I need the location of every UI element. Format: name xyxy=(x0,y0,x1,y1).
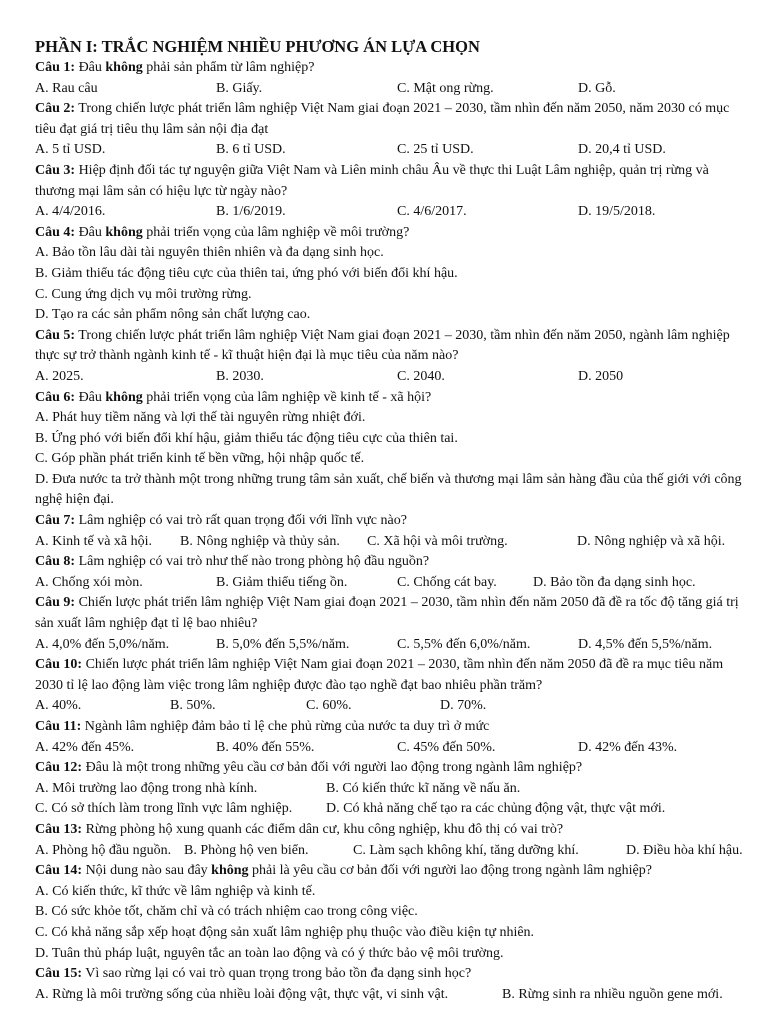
answer-option-B[interactable]: B. Giảm thiểu tác động tiêu cực của thiên tai, ứng phó với biến đổi khí hậu. xyxy=(35,265,458,281)
question-4 xyxy=(35,223,748,326)
answer-option-C[interactable]: C. Góp phần phát triển kinh tế bền vững, hội nhập quốc tế. xyxy=(35,451,365,467)
question-label: Câu 3: xyxy=(35,162,76,178)
answer-option-B[interactable]: B. Phòng hộ ven biển. xyxy=(184,842,309,858)
answer-option-A[interactable]: A. Phòng hộ đầu nguồn. xyxy=(35,842,172,858)
section-title: PHẦN I: TRẮC NGHIỆM NHIỀU PHƯƠNG ÁN LỰA CHỌN xyxy=(35,37,480,56)
question-text: Trong chiến lược phát triển lâm nghiệp Việt Nam giai đoạn 2021 – 2030, tầm nhìn đến năm 2050, năm 2030 có mục tiêu đạt giá trị tiêu thụ lâm sản nội địa đạt xyxy=(35,101,730,137)
question-label: Câu 13: xyxy=(35,821,83,837)
question-text: Đâu xyxy=(75,60,106,75)
question-stem xyxy=(35,964,748,985)
answer-option-A[interactable]: A. Rừng là môi trường sống của nhiều loài động vật, thực vật, vi sinh vật. xyxy=(35,986,449,1002)
answer-option-A[interactable]: A. Bảo tồn lâu dài tài nguyên thiên nhiên và đa dạng sinh học. xyxy=(35,245,384,261)
question-stem xyxy=(35,717,748,738)
answer-option-C[interactable]: C. Chống cát bay. xyxy=(397,574,497,590)
answer-option-B[interactable]: B. 40% đến 55%. xyxy=(216,739,315,755)
answer-option-A[interactable]: A. 5 tỉ USD. xyxy=(35,142,106,158)
question-label: Câu 4: xyxy=(35,224,76,240)
answer-option-B[interactable]: B. 50%. xyxy=(170,698,216,714)
question-1 xyxy=(35,58,748,99)
answer-option-D[interactable]: D. 2050 xyxy=(578,368,624,384)
question-label: Câu 11: xyxy=(35,719,82,734)
question-label: Câu 15: xyxy=(35,966,83,982)
question-10 xyxy=(35,655,748,717)
question-15 xyxy=(35,964,748,1005)
answer-options xyxy=(35,738,748,759)
answer-option-B[interactable]: B. Có kiến thức kĩ năng về nấu ăn. xyxy=(326,780,521,796)
answer-option-C[interactable]: C. 45% đến 50%. xyxy=(397,739,496,755)
answer-options xyxy=(35,202,748,223)
question-text-end: phải là yêu cầu cơ bản đối với người lao động trong ngành lâm nghiệp? xyxy=(248,863,652,879)
answer-option-B[interactable]: B. 5,0% đến 5,5%/năm. xyxy=(216,636,350,652)
question-label: Câu 9: xyxy=(35,595,76,611)
answer-option-D[interactable]: D. 20,4 tỉ USD. xyxy=(578,142,666,158)
answer-option-D[interactable]: D. 4,5% đến 5,5%/năm. xyxy=(578,636,713,652)
answer-options-row xyxy=(35,799,748,820)
question-stem xyxy=(35,326,748,367)
question-9 xyxy=(35,593,748,655)
question-label: Câu 7: xyxy=(35,513,76,529)
question-text-end: phải sản phẩm từ lâm nghiệp? xyxy=(142,60,315,75)
answer-option-C[interactable]: C. 25 tỉ USD. xyxy=(397,142,474,158)
answer-option-C[interactable]: C. 60%. xyxy=(306,698,352,714)
question-12 xyxy=(35,758,748,820)
answer-option-A[interactable]: A. 4/4/2016. xyxy=(35,204,106,220)
answer-option-D[interactable]: D. 70%. xyxy=(440,698,487,714)
answer-options xyxy=(35,635,748,656)
answer-option-A[interactable]: A. Chống xói mòn. xyxy=(35,574,143,590)
question-stem xyxy=(35,861,748,882)
answer-option-C[interactable]: C. Có sở thích làm trong lĩnh vực lâm nghiệp. xyxy=(35,801,293,817)
answer-option-C[interactable]: C. Mật ong rừng. xyxy=(397,80,494,96)
answer-options-row xyxy=(35,779,748,800)
question-text: Chiến lược phát triển lâm nghiệp Việt Nam giai đoạn 2021 – 2030, tầm nhìn đến năm 2050 đã đề ra tốc độ tăng giá trị sản xuất lâm nghiệp đạt tỉ lệ bao nhiêu? xyxy=(35,595,739,632)
question-stem xyxy=(35,758,748,779)
question-stem xyxy=(35,58,748,79)
answer-option-A[interactable]: A. 40%. xyxy=(35,698,82,714)
question-text: Vì sao rừng lại có vai trò quan trọng trong bảo tồn đa dạng sinh học? xyxy=(82,966,472,982)
question-label: Câu 10: xyxy=(35,657,83,673)
answer-option-D[interactable]: D. Nông nghiệp và xã hội. xyxy=(577,533,726,549)
question-2 xyxy=(35,99,748,161)
answer-option-D[interactable]: D. Gỗ. xyxy=(578,80,616,96)
question-text: Hiệp định đối tác tự nguyện giữa Việt Nam và Liên minh châu Âu về thực thi Luật Lâm nghiệp, quản trị rừng và thương mại lâm sản có hiệu lực từ ngày nào? xyxy=(35,162,709,199)
question-stem xyxy=(35,655,748,696)
question-text: Lâm nghiệp có vai trò như thế nào trong phòng hộ đầu nguồn? xyxy=(75,554,430,570)
answer-option-A[interactable]: A. Môi trường lao động trong nhà kính. xyxy=(35,780,258,796)
question-14 xyxy=(35,861,748,964)
answer-option-C[interactable]: C. Có khả năng sắp xếp hoạt động sản xuất lâm nghiệp phụ thuộc vào điều kiện tự nhiên. xyxy=(35,924,535,940)
question-stem xyxy=(35,552,748,573)
question-stem xyxy=(35,820,748,841)
answer-option-D[interactable]: D. Đưa nước ta trở thành một trong những trung tâm sản xuất, chế biến và thương mại lâm sản hàng đầu của thế giới với công nghệ hiện đại. xyxy=(35,471,742,508)
answer-option-B[interactable]: B. Rừng sinh ra nhiều nguồn gene mới. xyxy=(502,986,723,1002)
question-label: Câu 1: xyxy=(35,60,76,75)
answer-option-C[interactable]: C. 2040. xyxy=(397,368,445,384)
question-3 xyxy=(35,161,748,223)
question-emphasis: không xyxy=(105,224,143,240)
answer-options xyxy=(35,985,748,1006)
answer-option-D[interactable]: D. Tuân thủ pháp luật, nguyên tắc an toàn lao động và có ý thức bảo vệ môi trường. xyxy=(35,945,504,961)
question-emphasis: không xyxy=(211,863,249,879)
question-text: Nội dung nào sau đây xyxy=(82,863,212,879)
answer-option-A[interactable]: A. Rau câu xyxy=(35,80,98,96)
question-text: Đâu xyxy=(75,389,106,405)
answer-option-A[interactable]: A. Kinh tế và xã hội. xyxy=(35,533,153,549)
question-text: Đâu xyxy=(75,224,106,240)
question-stem xyxy=(35,511,748,532)
answer-option-D[interactable]: D. Có khả năng chế tạo ra các chủng động vật, thực vật mới. xyxy=(326,801,666,817)
answer-option-D[interactable]: D. 42% đến 43%. xyxy=(578,739,678,755)
answer-options xyxy=(35,573,748,594)
question-emphasis: không xyxy=(105,389,143,405)
question-stem xyxy=(35,99,748,140)
answer-option-C[interactable]: C. 5,5% đến 6,0%/năm. xyxy=(397,636,531,652)
question-label: Câu 6: xyxy=(35,389,76,405)
answer-option-B[interactable]: B. 1/6/2019. xyxy=(216,204,286,220)
question-text: Lâm nghiệp có vai trò rất quan trọng đối với lĩnh vực nào? xyxy=(75,513,407,529)
question-8 xyxy=(35,552,748,593)
question-text: Rừng phòng hộ xung quanh các điểm dân cư, khu công nghiệp, khu đô thị có vai trò? xyxy=(82,821,564,837)
question-list xyxy=(35,58,748,1005)
question-5 xyxy=(35,326,748,388)
answer-option-C[interactable]: C. Cung ứng dịch vụ môi trường rừng. xyxy=(35,286,252,302)
answer-option-C[interactable]: C. 4/6/2017. xyxy=(397,204,467,220)
answer-options xyxy=(35,532,748,553)
question-label: Câu 5: xyxy=(35,327,76,343)
answer-option-D[interactable]: D. 19/5/2018. xyxy=(578,204,656,220)
answer-options xyxy=(35,367,748,388)
answer-options xyxy=(35,140,748,161)
question-13 xyxy=(35,820,748,861)
question-label: Câu 2: xyxy=(35,101,76,117)
answer-option-B[interactable]: B. Ứng phó với biến đổi khí hậu, giảm thiểu tác động tiêu cực của thiên tai. xyxy=(35,430,458,446)
answer-option-A[interactable]: A. Phát huy tiềm năng và lợi thế tài nguyên rừng nhiệt đới. xyxy=(35,410,366,426)
answer-options xyxy=(35,696,748,717)
question-text: Trong chiến lược phát triển lâm nghiệp Việt Nam giai đoạn 2021 – 2030, tầm nhìn đến năm 2050, ngành lâm nghiệp thực sự trở thành ngành kinh tế - kĩ thuật hiện đại là mục tiêu của năm nào? xyxy=(35,327,730,364)
question-label: Câu 14: xyxy=(35,863,83,879)
question-text-end: phải triển vọng của lâm nghiệp về kinh tế - xã hội? xyxy=(142,389,432,405)
answer-options xyxy=(35,841,748,862)
question-text: Đâu là một trong những yêu cầu cơ bản đối với người lao động trong ngành lâm nghiệp? xyxy=(82,760,583,776)
question-text: Chiến lược phát triển lâm nghiệp Việt Nam giai đoạn 2021 – 2030, tầm nhìn đến năm 2050 đã đề ra mục tiêu năm 2030 tỉ lệ lao động làm việc trong lâm nghiệp được đào tạo nghề đạt bao nhiêu phần trăm? xyxy=(35,657,724,693)
question-stem xyxy=(35,161,748,202)
answer-option-A[interactable]: A. 42% đến 45%. xyxy=(35,739,135,755)
question-11 xyxy=(35,717,748,758)
answer-option-B[interactable]: B. Nông nghiệp và thủy sản. xyxy=(180,533,340,549)
answer-option-A[interactable]: A. Có kiến thức, kĩ thức về lâm nghiệp và kinh tế. xyxy=(35,883,316,899)
question-text: Ngành lâm nghiệp đảm bảo tỉ lệ che phủ rừng của nước ta duy trì ở mức xyxy=(81,719,490,734)
answer-option-B[interactable]: B. Giảm thiểu tiếng ồn. xyxy=(216,574,348,590)
answer-options xyxy=(35,79,748,100)
question-7 xyxy=(35,511,748,552)
answer-option-D[interactable]: D. Bảo tồn đa dạng sinh học. xyxy=(533,574,696,590)
answer-option-B[interactable]: B. Có sức khỏe tốt, chăm chỉ và có trách nhiệm cao trong công việc. xyxy=(35,904,418,920)
answer-option-D[interactable]: D. Điều hòa khí hậu. xyxy=(626,842,743,858)
question-label: Câu 12: xyxy=(35,760,83,776)
answer-option-B[interactable]: B. 6 tỉ USD. xyxy=(216,142,286,158)
question-stem xyxy=(35,593,748,634)
question-emphasis: không xyxy=(105,60,143,75)
answer-option-A[interactable]: A. 4,0% đến 5,0%/năm. xyxy=(35,636,170,652)
answer-option-C[interactable]: C. Làm sạch không khí, tăng dưỡng khí. xyxy=(353,842,579,858)
answer-option-B[interactable]: B. 2030. xyxy=(216,368,264,384)
question-text-end: phải triển vọng của lâm nghiệp về môi trường? xyxy=(142,224,410,240)
question-stem xyxy=(35,388,748,409)
answer-option-A[interactable]: A. 2025. xyxy=(35,368,84,384)
question-6 xyxy=(35,388,748,512)
answer-option-C[interactable]: C. Xã hội và môi trường. xyxy=(367,533,508,549)
answer-option-D[interactable]: D. Tạo ra các sản phẩm nông sản chất lượng cao. xyxy=(35,307,311,323)
question-label: Câu 8: xyxy=(35,554,76,570)
answer-option-B[interactable]: B. Giấy. xyxy=(216,80,263,96)
question-stem xyxy=(35,223,748,244)
